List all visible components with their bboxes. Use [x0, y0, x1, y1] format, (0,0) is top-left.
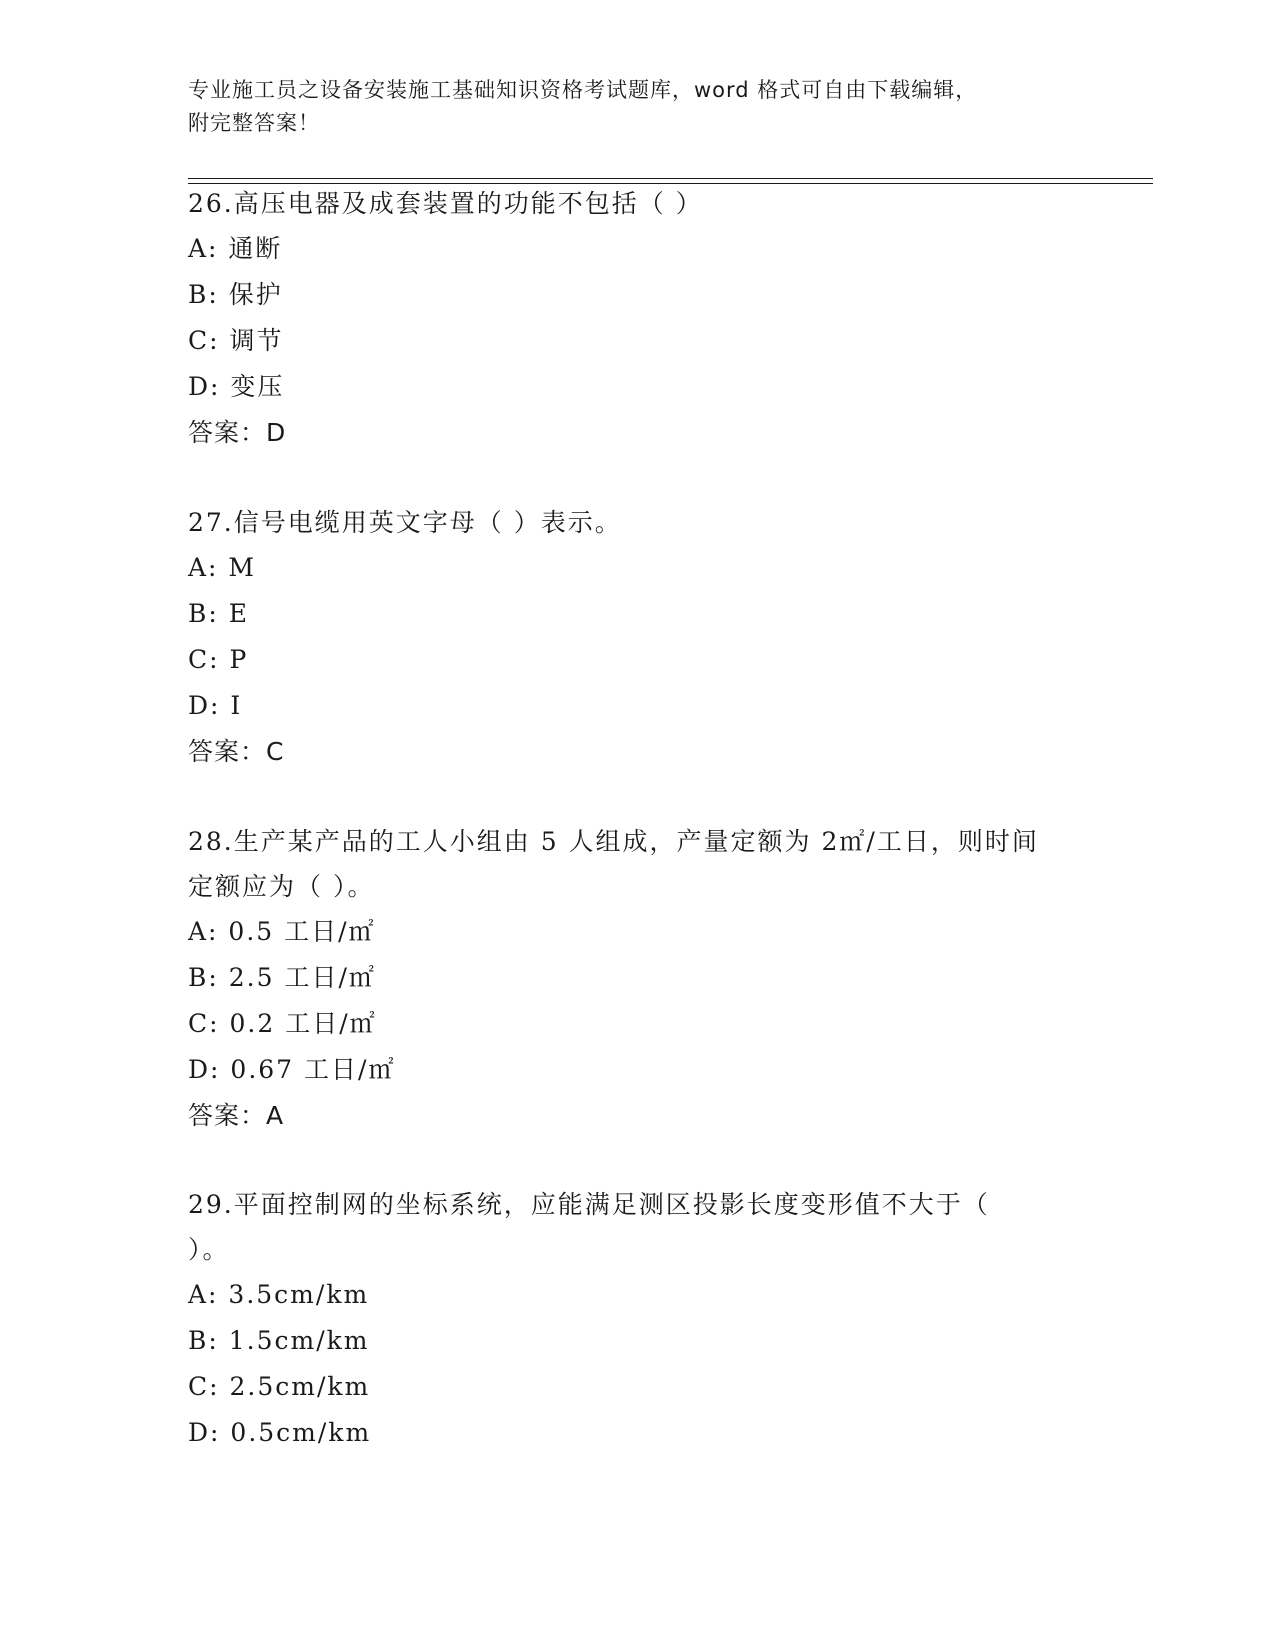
answer-label: 答案：A: [188, 1101, 285, 1130]
header-divider-top: [188, 178, 1153, 179]
option-c: C: 0.2 工日/㎡: [188, 1009, 377, 1038]
option-b: B: 1.5cm/km: [188, 1326, 370, 1355]
question-stem-line-2: 定额应为（ ）。: [188, 872, 375, 901]
answer-label: 答案：D: [188, 418, 287, 447]
option-a: A: 0.5 工日/㎡: [188, 917, 376, 946]
option-c: C: 调节: [188, 326, 284, 355]
option-a: A: 3.5cm/km: [188, 1280, 370, 1309]
question-stem: 27.信号电缆用英文字母（ ）表示。: [188, 508, 622, 537]
question-stem: 26.高压电器及成套装置的功能不包括（ ）: [188, 189, 703, 218]
option-b: B: E: [188, 599, 249, 628]
option-b: B: 保护: [188, 280, 283, 309]
question-29: [188, 1182, 1108, 1456]
option-d: D: 变压: [188, 372, 285, 401]
question-26: [188, 181, 1108, 456]
option-b: B: 2.5 工日/㎡: [188, 963, 376, 992]
option-a: A: M: [188, 553, 257, 582]
option-c: C: 2.5cm/km: [188, 1372, 371, 1401]
question-28: [188, 819, 1108, 1139]
header-line-2: 附完整答案！: [188, 111, 320, 135]
question-stem-line-1: 29.平面控制网的坐标系统，应能满足测区投影长度变形值不大于（: [188, 1190, 990, 1219]
document-header: [188, 74, 1088, 140]
option-d: D: 0.67 工日/㎡: [188, 1055, 396, 1084]
question-27: [188, 500, 1108, 775]
option-d: D: I: [188, 691, 243, 720]
option-a: A: 通断: [188, 234, 283, 263]
header-line-1: 专业施工员之设备安装施工基础知识资格考试题库，word 格式可自由下载编辑，: [188, 78, 978, 102]
question-stem-line-1: 28.生产某产品的工人小组由 5 人组成，产量定额为 2㎡/工日，则时间: [188, 827, 1039, 856]
option-d: D: 0.5cm/km: [188, 1418, 372, 1447]
question-stem-line-2: ）。: [188, 1235, 230, 1264]
option-c: C: P: [188, 645, 249, 674]
answer-label: 答案：C: [188, 737, 285, 766]
